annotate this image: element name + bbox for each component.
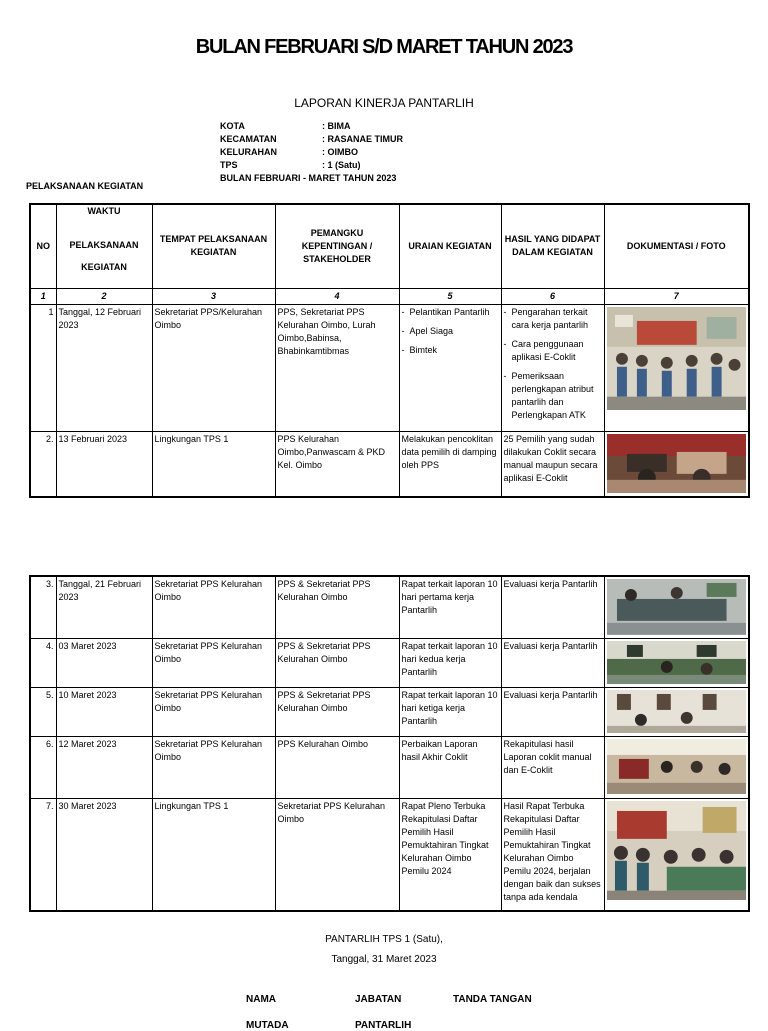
header-tempat: TEMPAT PELAKSANAAN KEGIATAN: [152, 204, 275, 288]
cell-uraian: Melakukan pencoklitan data pemilih di damping oleh PPS: [399, 431, 501, 497]
cell-uraian: Rapat terkait laporan 10 hari pertama kerja Pantarlih: [399, 576, 501, 638]
list-item: - Apel Siaga: [401, 325, 454, 336]
col-number: 6: [501, 288, 604, 304]
column-number-row: [30, 288, 749, 304]
table-row: [30, 687, 749, 736]
list-item: - Bimtek: [401, 344, 438, 355]
cell-hasil: Evaluasi kerja Pantarlih: [501, 638, 604, 687]
list-item-text: Pengarahan terkait cara kerja pantarlih: [511, 306, 589, 330]
cell-no: 5.: [30, 687, 56, 736]
cell-uraian: Rapat terkait laporan 10 hari ketiga kerja Pantarlih: [399, 687, 501, 736]
cell-uraian: Perbaikan Laporan hasil Akhir Coklit: [399, 736, 501, 798]
sig-header-jabatan: JABATAN: [355, 994, 402, 1005]
info-row-period: [220, 172, 403, 185]
documentation-photo: [607, 690, 747, 734]
cell-uraian: Rapat Pleno Terbuka Rekapitulasi Daftar Pemilih Hasil Pemuktahiran Tingkat Kelurahan Oimbo Pemilu 2024: [399, 798, 501, 911]
documentation-photo: [607, 641, 747, 685]
col-number: 7: [604, 288, 749, 304]
sig-header-nama: NAMA: [246, 994, 276, 1005]
list-item: - Pengarahan terkait cara kerja pantarlih: [504, 306, 602, 332]
cell-dokumentasi: [604, 687, 749, 736]
cell-waktu: 12 Maret 2023: [56, 736, 152, 798]
info-key: TPS: [220, 160, 238, 170]
header-dokumentasi: DOKUMENTASI / FOTO: [604, 204, 749, 288]
documentation-photo: [607, 739, 747, 795]
cell-uraian: [399, 304, 501, 431]
header-waktu-bottom: KEGIATAN: [81, 262, 127, 272]
info-row-tps: [220, 159, 403, 172]
documentation-photo: [607, 434, 747, 494]
cell-pemangku: PPS & Sekretariat PPS Kelurahan Oimbo: [275, 687, 399, 736]
cell-tempat: Lingkungan TPS 1: [152, 431, 275, 497]
list-item: - Pemeriksaan perlengkapan atribut pantarlih dan Perlengkapan ATK: [504, 370, 602, 422]
cell-hasil: Rekapitulasi hasil Laporan coklit manual dan E-Coklit: [501, 736, 604, 798]
cell-hasil: [501, 304, 604, 431]
col-number: 5: [399, 288, 501, 304]
header-waktu-mid: PELAKSANAAN: [69, 240, 139, 250]
section-label: PELAKSANAAN KEGIATAN: [26, 181, 144, 191]
info-value: : BIMA: [322, 121, 351, 131]
cell-waktu: Tanggal, 12 Februari 2023: [56, 304, 152, 431]
cell-no: 1: [30, 304, 56, 431]
list-item: - Pelantikan Pantarlih: [401, 306, 490, 317]
location-info: [220, 120, 403, 185]
cell-waktu: Tanggal, 21 Februari 2023: [56, 576, 152, 638]
cell-no: 2.: [30, 431, 56, 497]
list-item-text: Pelantikan Pantarlih: [409, 306, 490, 317]
cell-pemangku: PPS & Sekretariat PPS Kelurahan Oimbo: [275, 638, 399, 687]
documentation-photo: [607, 801, 747, 901]
report-subtitle: LAPORAN KINERJA PANTARLIH: [294, 96, 474, 110]
cell-pemangku: Sekretariat PPS Kelurahan Oimbo: [275, 798, 399, 911]
footer-date: Tanggal, 31 Maret 2023: [331, 954, 437, 965]
cell-dokumentasi: [604, 576, 749, 638]
cell-dokumentasi: [604, 431, 749, 497]
info-value: : RASANAE TIMUR: [322, 134, 403, 144]
cell-hasil: Evaluasi kerja Pantarlih: [501, 576, 604, 638]
info-row-kelurahan: [220, 146, 403, 159]
activity-table-page1: [29, 203, 750, 498]
cell-tempat: Lingkungan TPS 1: [152, 798, 275, 911]
table-row: [30, 798, 749, 911]
cell-dokumentasi: [604, 304, 749, 431]
cell-no: 7.: [30, 798, 56, 911]
header-no: NO: [30, 204, 56, 288]
col-number: 3: [152, 288, 275, 304]
cell-waktu: 03 Maret 2023: [56, 638, 152, 687]
table-row: [30, 304, 749, 431]
cell-no: 4.: [30, 638, 56, 687]
cell-dokumentasi: [604, 638, 749, 687]
cell-tempat: Sekretariat PPS/Kelurahan Oimbo: [152, 304, 275, 431]
list-item-text: Cara penggunaan aplikasi E-Coklit: [511, 338, 584, 362]
cell-dokumentasi: [604, 798, 749, 911]
cell-pemangku: PPS & Sekretariat PPS Kelurahan Oimbo: [275, 576, 399, 638]
cell-tempat: Sekretariat PPS Kelurahan Oimbo: [152, 687, 275, 736]
cell-tempat: Sekretariat PPS Kelurahan Oimbo: [152, 736, 275, 798]
cell-waktu: 30 Maret 2023: [56, 798, 152, 911]
document-title: BULAN FEBRUARI S/D MARET TAHUN 2023: [195, 36, 573, 58]
col-number: 4: [275, 288, 399, 304]
cell-hasil: Hasil Rapat Terbuka Rekapitulasi Daftar Pemilih Hasil Pemuktahiran Tingkat Kelurahan Oimbo Pemilu 2024, berjalan dengan baik dan sukses tanpa ada kendala: [501, 798, 604, 911]
info-key: BULAN FEBRUARI - MARET TAHUN 2023: [220, 173, 397, 183]
info-key: KELURAHAN: [220, 147, 277, 157]
col-number: 1: [30, 288, 56, 304]
cell-tempat: Sekretariat PPS Kelurahan Oimbo: [152, 638, 275, 687]
col-number: 2: [56, 288, 152, 304]
table-header-row: [30, 204, 749, 288]
sig-header-tanda-tangan: TANDA TANGAN: [453, 994, 532, 1005]
header-pemangku: PEMANGKU KEPENTINGAN / STAKEHOLDER: [275, 204, 399, 288]
header-uraian: URAIAN KEGIATAN: [399, 204, 501, 288]
sig-name-value: MUTADA: [246, 1020, 289, 1031]
sig-jabatan-value: PANTARLIH: [355, 1020, 412, 1031]
activity-table-page2: [29, 575, 750, 912]
cell-dokumentasi: [604, 736, 749, 798]
cell-waktu: 13 Februari 2023: [56, 431, 152, 497]
list-item-text: Apel Siaga: [409, 325, 454, 336]
list-item-text: Bimtek: [409, 344, 438, 355]
cell-pemangku: PPS Kelurahan Oimbo: [275, 736, 399, 798]
documentation-photo: [607, 307, 747, 411]
info-value: : OIMBO: [322, 147, 358, 157]
info-key: KOTA: [220, 121, 245, 131]
cell-pemangku: PPS Kelurahan Oimbo,Panwascam & PKD Kel. Oimbo: [275, 431, 399, 497]
cell-tempat: Sekretariat PPS Kelurahan Oimbo: [152, 576, 275, 638]
table-row: [30, 736, 749, 798]
info-row-kecamatan: [220, 133, 403, 146]
cell-hasil: 25 Pemilih yang sudah dilakukan Coklit secara manual maupun secara aplikasi E-Coklit: [501, 431, 604, 497]
table-row: [30, 576, 749, 638]
cell-waktu: 10 Maret 2023: [56, 687, 152, 736]
list-item-text: Pemeriksaan perlengkapan atribut pantarlih dan Perlengkapan ATK: [511, 370, 594, 420]
cell-no: 6.: [30, 736, 56, 798]
list-item: - Cara penggunaan aplikasi E-Coklit: [504, 338, 602, 364]
cell-pemangku: PPS, Sekretariat PPS Kelurahan Oimbo, Lurah Oimbo,Babinsa, Bhabinkamtibmas: [275, 304, 399, 431]
table-row: [30, 638, 749, 687]
info-value: : 1 (Satu): [322, 160, 361, 170]
cell-uraian: Rapat terkait laporan 10 hari kedua kerja Pantarlih: [399, 638, 501, 687]
header-hasil: HASIL YANG DIDAPAT DALAM KEGIATAN: [501, 204, 604, 288]
documentation-photo: [607, 579, 747, 635]
info-row-kota: [220, 120, 403, 133]
header-waktu: [56, 204, 152, 288]
cell-hasil: Evaluasi kerja Pantarlih: [501, 687, 604, 736]
header-waktu-top: WAKTU: [87, 206, 121, 216]
footer-signer: PANTARLIH TPS 1 (Satu),: [325, 934, 443, 945]
cell-no: 3.: [30, 576, 56, 638]
info-key: KECAMATAN: [220, 134, 277, 144]
table-row: [30, 431, 749, 497]
